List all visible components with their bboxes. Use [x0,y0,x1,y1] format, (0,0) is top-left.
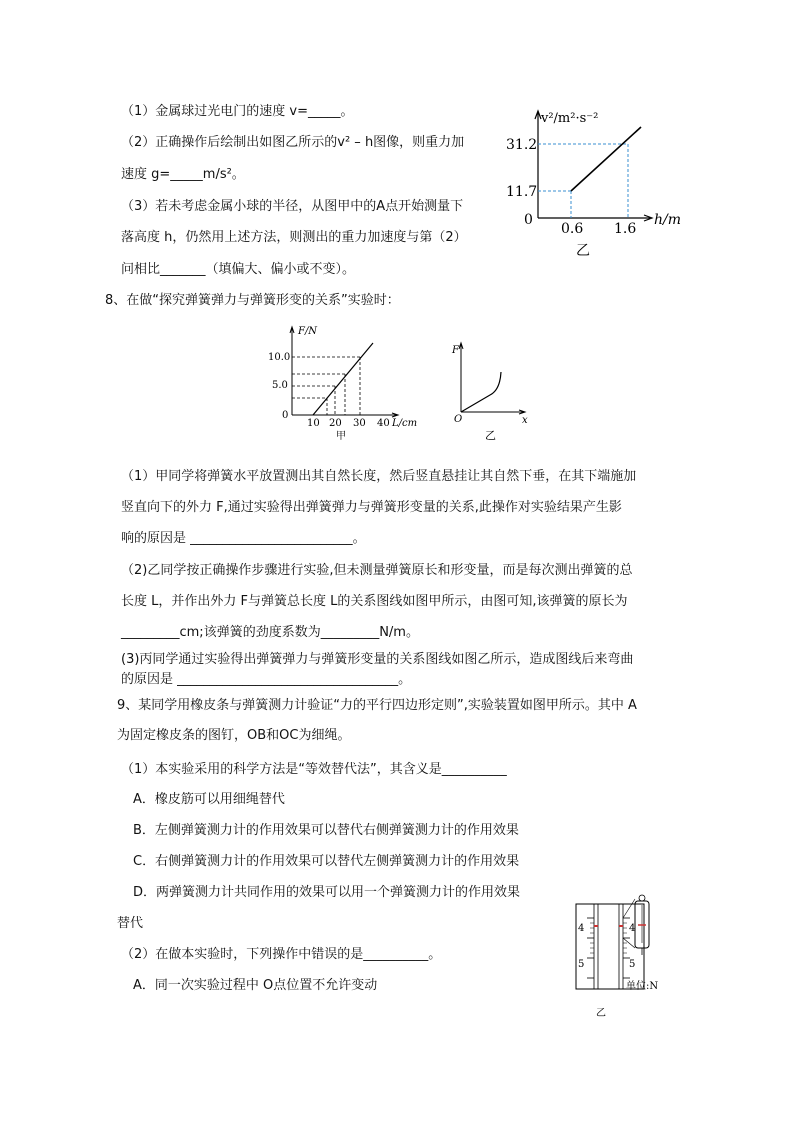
data-line [571,127,641,191]
v2-h-graph [495,105,690,260]
q9-part2: （2）在做本实验时，下列操作中错误的是__________。 [121,947,442,962]
q8-part3-line1: (3)丙同学通过实验得出弹簧弹力与弹簧形变量的关系图线如图乙所示，造成图线后来弯曲 [121,652,634,667]
fl-ytick-5: 5.0 [272,380,288,391]
f-l-line [313,343,373,415]
fl-ytick-10: 10.0 [268,352,291,363]
q8-part2-line1: （2)乙同学按正确操作步骤进行实验,但未测量弹簧原长和形变量，而是每次测出弹簧的总 [121,563,633,578]
fl-xlabel: L/cm [392,418,418,429]
q8-title: 8、在做“探究弹簧弹力与弹簧形变的关系”实验时： [105,293,400,308]
fl-xtick-20: 20 [329,418,342,429]
graph-caption: 乙 [576,243,590,259]
q9-part1: （1）本实验采用的科学方法是“等效替代法”，其含义是__________ [121,762,507,777]
right-tick-4: 4 [629,923,636,934]
x-axis-label: h/m [654,212,682,228]
q7-part2-line1: （2）正确操作后绘制出如图乙所示的v² – h图像，则重力加 [121,135,465,150]
fl-origin: 0 [282,410,289,421]
q9-option-b: B．左侧弹簧测力计的作用效果可以替代右侧弹簧测力计的作用效果 [133,823,519,838]
x-tick-1-6: 1.6 [614,221,637,237]
q9-part2-option-a: A．同一次实验过程中 O点位置不允许变动 [133,978,378,993]
q7-part3-line2: 落高度 h，仍然用上述方法，则测出的重力加速度与第（2） [121,230,467,245]
fx-ylabel: F [452,345,459,356]
q7-part2-line2: 速度 g=_____m/s²。 [121,167,245,182]
fx-caption: 乙 [485,429,496,442]
q9-option-a: A．橡皮筋可以用细绳替代 [133,792,285,807]
y-tick-31-2: 31.2 [506,137,538,153]
q8-part1-line1: （1）甲同学将弹簧水平放置测出其自然长度，然后竖直悬挂让其自然下垂，在其下端施加 [121,469,637,484]
q8-part3-line2: 的原因是 __________________________________。 [121,672,412,687]
f-x-curve [461,372,501,412]
q8-part2-line2: 长度 L，并作出外力 F与弹簧总长度 L的关系图线如图甲所示，由图可知,该弹簧的原长为 [121,594,628,609]
fl-xtick-30: 30 [353,418,366,429]
fx-origin: O [454,414,463,425]
q7-part3-line1: （3）若未考虑金属小球的半径，从图甲中的A点开始测量下 [121,199,464,214]
q7-part1: （1）金属球过光电门的速度 v=_____。 [121,104,354,119]
q9-option-d-line1: D．两弹簧测力计共同作用的效果可以用一个弹簧测力计的作用效果 [133,885,521,900]
scale-hook-ring [639,895,645,901]
y-axis-label: v²/m²·s⁻² [541,111,599,126]
y-tick-11-7: 11.7 [506,184,538,200]
origin-label: 0 [524,212,533,228]
fl-ylabel: F/N [298,326,318,337]
left-tick-5: 5 [578,959,585,970]
right-tick-5: 5 [629,959,636,970]
scale-frame [576,904,644,989]
left-tick-4: 4 [578,923,585,934]
q9-option-c: C．右侧弹簧测力计的作用效果可以替代左侧弹簧测力计的作用效果 [133,854,520,869]
f-x-graph [450,340,540,445]
q8-part1-line2: 竖直向下的外力 F,通过实验得出弹簧弹力与弹簧形变量的关系,此操作对实验结果产生影 [121,500,622,515]
q9-option-d-line2: 替代 [117,916,144,931]
q9-title-line1: 9、某同学用橡皮条与弹簧测力计验证“力的平行四边形定则”,实验装置如图甲所示。其中 A [117,698,637,713]
q8-part1-line3: 响的原因是 _________________________。 [121,531,366,546]
q8-part2-line3: _________cm;该弹簧的劲度系数为_________N/m。 [121,625,419,640]
unit-label: 单位:N [626,981,659,992]
f-l-graph [265,322,425,442]
fl-xtick-40: 40 [377,418,390,429]
q9-title-line2: 为固定橡皮条的图钉，OB和OC为细绳。 [117,728,351,743]
q7-part3-line3: 问相比_______（填偏大、偏小或不变）。 [121,262,356,277]
figure-caption: 乙 [596,1008,606,1018]
spring-scale-figure [565,893,685,1018]
fl-caption: 甲 [336,431,346,442]
fx-xlabel: x [522,415,528,426]
fl-xtick-10: 10 [307,418,320,429]
x-tick-0-6: 0.6 [561,221,584,237]
